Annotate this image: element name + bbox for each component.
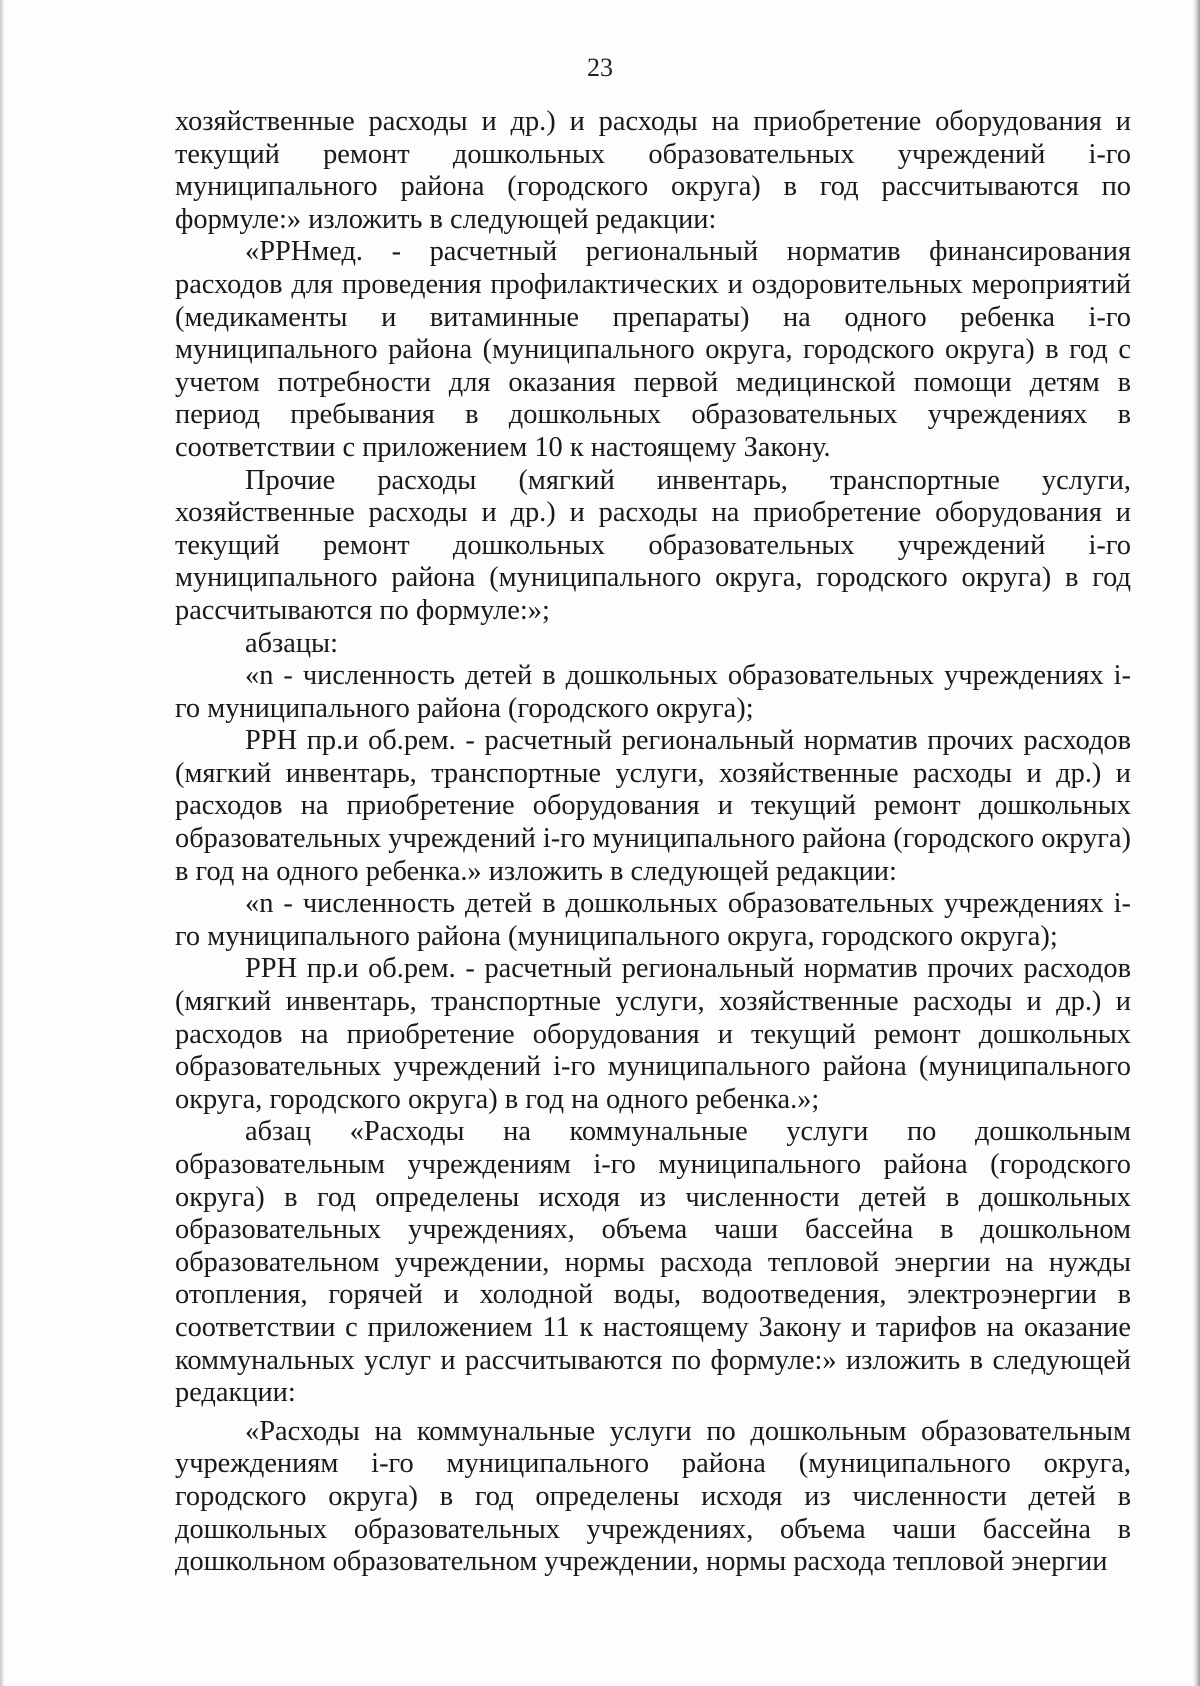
paragraph-utilities-old: абзац «Расходы на коммунальные услуги по дошкольным образовательным учреждениям i-го муниципального района (городского округа) в год определены исходя из численности детей в дошкольных образовательных учреждениях, объема чаши бассейна в дошкольном образовательном учреждении, нормы расхода тепловой энергии на нужды отопления, горячей и холодной воды, водоотведения, электроэнергии в соответствии с приложением 11 к настоящему Закону и тарифов на оказание коммунальных услуг и рассчитываются по формуле:» изложить в следующей редакции: xyxy=(175,1116,1131,1409)
paragraph-n-new: «n - численность детей в дошкольных образовательных учреждениях i-го муниципального района (муниципального округа, городского округа); xyxy=(175,888,1131,952)
paragraph-other-expenses: Прочие расходы (мягкий инвентарь, транспортные услуги, хозяйственные расходы и др.) и расходы на приобретение оборудования и текущий ремонт дошкольных образовательных учреждений i-го муниципального района (муниципального округа, городского округа) в год рассчитываются по формуле:»; xyxy=(175,464,1131,626)
document-body xyxy=(175,106,1131,1579)
page-number: 23 xyxy=(587,53,613,82)
scan-edge-right xyxy=(1192,0,1200,1686)
paragraph-n-old: «n - численность детей в дошкольных образовательных учреждениях i-го муниципального района (городского округа); xyxy=(175,660,1131,724)
paragraph-continuation: хозяйственные расходы и др.) и расходы на приобретение оборудования и текущий ремонт дошкольных образовательных учреждений i-го муниципального района (городского округа) в год рассчитываются по формуле:» изложить в следующей редакции: xyxy=(175,106,1131,235)
scan-edge-left xyxy=(0,0,4,1686)
paragraph-rrn-old: РРН пр.и об.рем. - расчетный региональный норматив прочих расходов (мягкий инвентарь, транспортные услуги, хозяйственные расходы и др.) и расходов на приобретение оборудования и текущий ремонт дошкольных образовательных учреждений i-го муниципального района (городского округа) в год на одного ребенка.» изложить в следующей редакции: xyxy=(175,725,1131,887)
paragraph-rrn-med: «РРНмед. - расчетный региональный норматив финансирования расходов для проведения профилактических и оздоровительных мероприятий (медикаменты и витаминные препараты) на одного ребенка i-го муниципального района (муниципального округа, городского округа) в год с учетом потребности для оказания первой медицинской помощи детям в период пребывания в дошкольных образовательных учреждениях в соответствии с приложением 10 к настоящему Закону. xyxy=(175,236,1131,463)
paragraph-utilities-new: «Расходы на коммунальные услуги по дошкольным образовательным учреждениям i-го муниципального района (муниципального округа, городского округа) в год определены исходя из численности детей в дошкольных образовательных учреждениях, объема чаши бассейна в дошкольном образовательном учреждении, нормы расхода тепловой энергии xyxy=(175,1415,1131,1578)
paragraph-abzacy: абзацы: xyxy=(245,627,339,659)
paragraph-rrn-new: РРН пр.и об.рем. - расчетный региональный норматив прочих расходов (мягкий инвентарь, транспортные услуги, хозяйственные расходы и др.) и расходов на приобретение оборудования и текущий ремонт дошкольных образовательных учреждений i-го муниципального района (муниципального округа, городского округа) в год на одного ребенка.»; xyxy=(175,953,1131,1115)
